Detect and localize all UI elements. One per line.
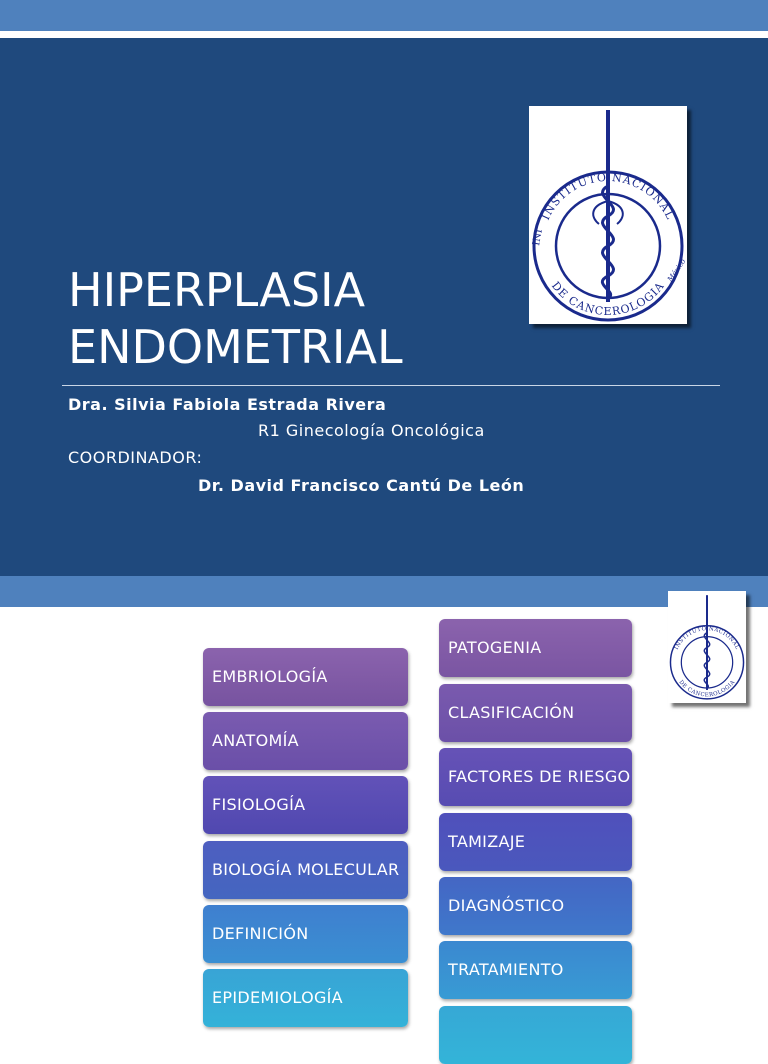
topic-clasificacion[interactable]: CLASIFICACIÓN: [439, 684, 632, 742]
author-role: R1 Ginecología Oncológica: [258, 421, 485, 440]
svg-text:INI: INI: [531, 228, 545, 247]
svg-text:INSTITUTO NACIONAL: INSTITUTO NACIONAL: [539, 170, 677, 223]
topic-partial[interactable]: [439, 1006, 632, 1064]
institute-logo-small: [668, 591, 746, 703]
topic-biologia-molecular[interactable]: BIOLOGÍA MOLECULAR: [203, 841, 408, 899]
author-name: Dra. Silvia Fabiola Estrada Rivera: [68, 395, 387, 414]
slide-accent-strip: [0, 576, 768, 607]
svg-text:DE CANCEROLOGIA: DE CANCEROLOGIA: [677, 679, 737, 699]
institute-seal-small: [668, 591, 746, 703]
coordinator-name: Dr. David Francisco Cantú De León: [198, 476, 525, 495]
svg-text:INSTITUTO NACIONAL: INSTITUTO NACIONAL: [673, 626, 741, 651]
topic-tratamiento[interactable]: TRATAMIENTO: [439, 941, 632, 999]
title-line-2: ENDOMETRIAL: [68, 320, 403, 374]
topic-diagnostico[interactable]: DIAGNÓSTICO: [439, 877, 632, 935]
topic-definicion[interactable]: DEFINICIÓN: [203, 905, 408, 963]
topic-patogenia[interactable]: PATOGENIA: [439, 619, 632, 677]
topic-fisiologia[interactable]: FISIOLOGÍA: [203, 776, 408, 834]
institute-seal: [529, 106, 687, 324]
topic-anatomia[interactable]: ANATOMÍA: [203, 712, 408, 770]
topic-embriologia[interactable]: EMBRIOLOGÍA: [203, 648, 408, 706]
institute-logo: [529, 106, 687, 324]
topic-factores-de-riesgo[interactable]: FACTORES DE RIESGO: [439, 748, 632, 806]
top-divider: [0, 31, 768, 38]
topic-tamizaje[interactable]: TAMIZAJE: [439, 813, 632, 871]
coordinator-label: COORDINADOR:: [68, 448, 203, 467]
title-rule: [62, 385, 720, 386]
topic-epidemiologia[interactable]: EPIDEMIOLOGÍA: [203, 969, 408, 1027]
top-accent-strip: [0, 0, 768, 31]
svg-text:México: México: [666, 257, 687, 284]
title-line-1: HIPERPLASIA: [68, 263, 366, 317]
slide-title: [68, 262, 403, 376]
svg-text:DE CANCEROLOGIA: DE CANCEROLOGIA: [548, 279, 668, 318]
